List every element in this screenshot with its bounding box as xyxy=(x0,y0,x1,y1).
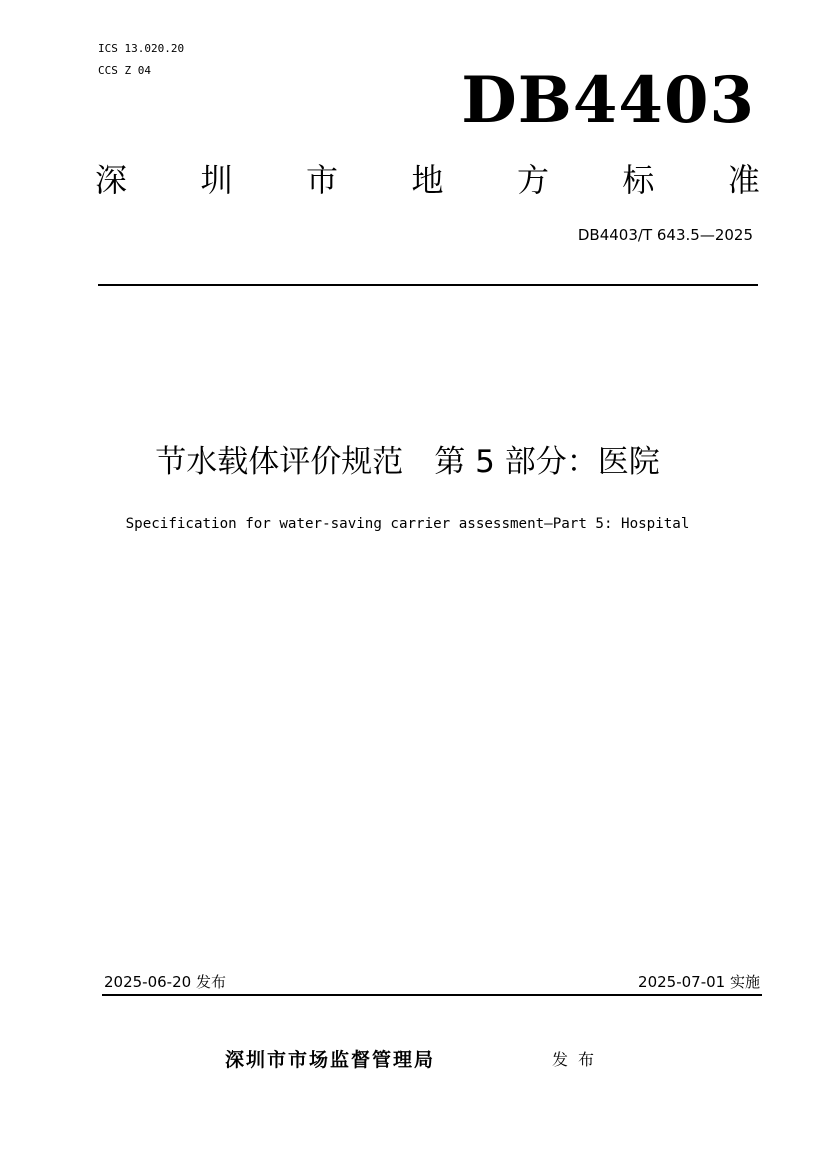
ics-code: ICS 13.020.20 xyxy=(98,42,185,55)
issue-date: 2025-06-20 发布 xyxy=(104,973,226,991)
standard-type xyxy=(95,160,760,200)
standard-type-char: 市 xyxy=(305,161,338,199)
ccs-code: CCS Z 04 xyxy=(98,64,151,77)
bottom-divider xyxy=(102,994,762,996)
db-code-logo: DB4403 xyxy=(461,63,755,138)
standard-type-char: 标 xyxy=(622,161,655,199)
title-english: Specification for water-saving carrier assessment—Part 5: Hospital xyxy=(125,516,690,532)
standard-type-char: 深 xyxy=(95,161,128,199)
top-divider xyxy=(98,284,758,286)
release-label: 发布 xyxy=(552,1050,605,1069)
issuing-authority: 深圳市市场监督管理局 xyxy=(225,1049,436,1071)
standard-type-char: 准 xyxy=(727,161,760,199)
standard-type-char: 圳 xyxy=(200,161,233,199)
standard-number: DB4403/T 643.5—2025 xyxy=(577,226,753,244)
implementation-date: 2025-07-01 实施 xyxy=(638,973,760,991)
standard-type-char: 地 xyxy=(411,161,444,199)
title-chinese: 节水载体评价规范 第 5 部分：医院 xyxy=(155,444,660,480)
standard-type-char: 方 xyxy=(516,161,549,199)
